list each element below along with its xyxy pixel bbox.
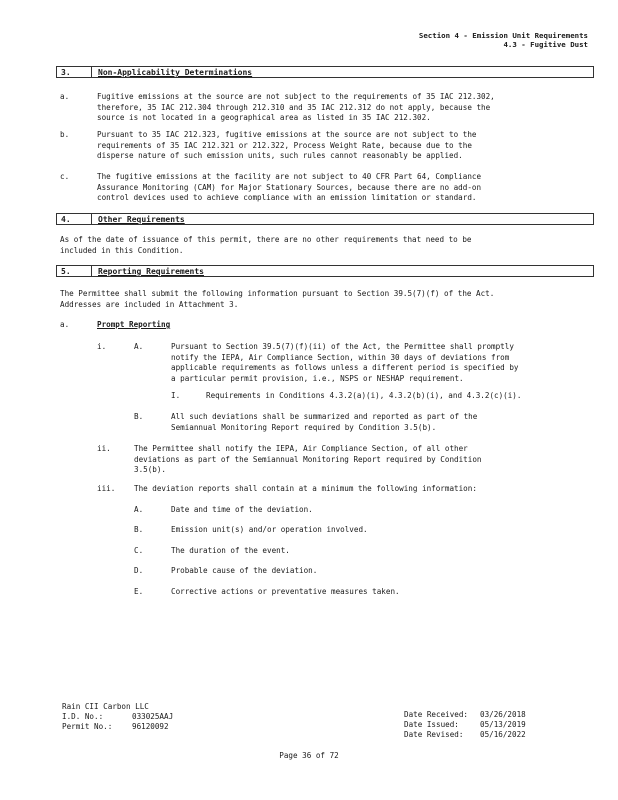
date-revised-label: Date Revised: [404, 730, 464, 739]
section-5-title: Reporting Requirements [98, 267, 204, 276]
item-3a-label: a. [60, 92, 70, 101]
list-item-label: C. [134, 546, 144, 555]
heading-divider [91, 67, 92, 77]
section-4-title: Other Requirements [98, 215, 185, 224]
item-i-A-I-label: I. [171, 391, 181, 400]
text-line: As of the date of issuance of this permit, there are no other requirements that need to be [60, 235, 472, 244]
list-item: Emission unit(s) and/or operation involved. [171, 525, 368, 534]
text-line: source is not located in a geographical area as listed in 35 IAC 212.302. [97, 113, 431, 123]
item-iii-text: The deviation reports shall contain at a minimum the following information: [134, 484, 477, 493]
text-line: The Permittee shall notify the IEPA, Air Compliance Section, of all other [134, 444, 468, 453]
id-number-value: 033025AAJ [132, 712, 174, 721]
section-3-title: Non-Applicability Determinations [98, 68, 253, 77]
date-received-label: Date Received: [404, 710, 469, 719]
item-i-A-I-text: Requirements in Conditions 4.3.2(a)(i), 4.3.2(b)(i), and 4.3.2(c)(i). [206, 391, 522, 400]
section-5-number: 5. [61, 267, 71, 276]
list-item: Probable cause of the deviation. [171, 566, 318, 575]
text-line: The Permittee shall submit the following information pursuant to Section 39.5(7)(f) of the Act. [60, 289, 495, 298]
item-ii-text [134, 444, 584, 476]
id-number-row [62, 712, 173, 722]
list-item-label: A. [134, 505, 144, 514]
text-line: Pursuant to Section 39.5(7)(f)(ii) of the Act, the Permittee shall promptly [171, 342, 514, 351]
text-line: deviations as part of the Semiannual Monitoring Report required by Condition [134, 454, 482, 464]
text-line: Fugitive emissions at the source are not subject to the requirements of 35 IAC 212.302, [97, 92, 495, 101]
date-revised-value: 05/16/2022 [480, 730, 526, 739]
text-line: applicable requirements as follows unless a different period is specified by [171, 363, 519, 373]
section-5-heading [56, 265, 594, 277]
list-item: The duration of the event. [171, 546, 290, 555]
heading-divider [91, 214, 92, 224]
footer-right [404, 710, 526, 740]
item-i-A-label: A. [134, 342, 144, 351]
list-item: Corrective actions or preventative measures taken. [171, 587, 400, 596]
list-item-label: D. [134, 566, 144, 575]
date-received-value: 03/26/2018 [480, 710, 526, 719]
text-line: control devices used to achieve compliance with an emission limitation or standard. [97, 193, 477, 203]
section-3-number: 3. [61, 68, 71, 77]
item-5a-title: Prompt Reporting [97, 320, 171, 329]
item-3b-text [97, 130, 587, 162]
text-line: 3.5(b). [134, 465, 167, 475]
list-item: Date and time of the deviation. [171, 505, 313, 514]
item-3c-label: c. [60, 172, 70, 181]
item-3c-text [97, 172, 587, 204]
text-line: included in this Condition. [60, 245, 184, 255]
item-i-B-label: B. [134, 412, 144, 421]
text-line: requirements of 35 IAC 212.321 or 212.322, Process Weight Rate, because due to the [97, 140, 472, 150]
item-i-B-text [171, 412, 591, 433]
text-line: notify the IEPA, Air Compliance Section, within 30 days of deviations from [171, 352, 510, 362]
date-issued-value: 05/13/2019 [480, 720, 526, 729]
list-item-label: E. [134, 587, 144, 596]
page-number: Page 36 of 72 [279, 751, 339, 760]
item-i-A-text [171, 342, 591, 384]
text-line: Semiannual Monitoring Report required by Condition 3.5(b). [171, 422, 437, 432]
section-4-number: 4. [61, 215, 71, 224]
text-line: disperse nature of such emission units, such rules cannot reasonably be applied. [97, 151, 463, 161]
text-line: Addresses are included in Attachment 3. [60, 299, 239, 309]
section-4-text [60, 235, 580, 256]
permit-number-label: Permit No.: [62, 722, 113, 731]
list-item-label: B. [134, 525, 144, 534]
item-iii-label: iii. [97, 484, 116, 493]
header-subsection-title: 4.3 - Fugitive Dust [503, 40, 588, 50]
heading-divider [91, 266, 92, 276]
section-3-heading [56, 66, 594, 78]
permit-number-row [62, 722, 173, 732]
text-line: The fugitive emissions at the facility are not subject to 40 CFR Part 64, Compliance [97, 172, 482, 181]
date-issued-label: Date Issued: [404, 720, 459, 729]
item-5a-label: a. [60, 320, 70, 329]
text-line: Pursuant to 35 IAC 212.323, fugitive emissions at the source are not subject to the [97, 130, 477, 139]
company-name: Rain CII Carbon LLC [62, 702, 149, 711]
text-line: Assurance Monitoring (CAM) for Major Stationary Sources, because there are no add-on [97, 182, 482, 192]
item-3a-text [97, 92, 587, 124]
section-4-heading [56, 213, 594, 225]
date-revised-row [404, 730, 526, 740]
header-section-title: Section 4 - Emission Unit Requirements [418, 31, 588, 40]
footer-left [62, 702, 173, 732]
text-line: therefore, 35 IAC 212.304 through 212.310 and 35 IAC 212.312 do not apply, because the [97, 102, 491, 112]
text-line: All such deviations shall be summarized and reported as part of the [171, 412, 478, 421]
text-line: a particular permit provision, i.e., NSPS or NESHAP requirement. [171, 373, 464, 383]
item-i-label: i. [97, 342, 107, 351]
id-number-label: I.D. No.: [62, 712, 104, 721]
item-ii-label: ii. [97, 444, 111, 453]
section-5-intro [60, 289, 590, 310]
page-header [419, 31, 588, 50]
date-received-row [404, 710, 526, 720]
permit-number-value: 96120092 [132, 722, 169, 731]
item-3b-label: b. [60, 130, 70, 139]
date-issued-row [404, 720, 526, 730]
